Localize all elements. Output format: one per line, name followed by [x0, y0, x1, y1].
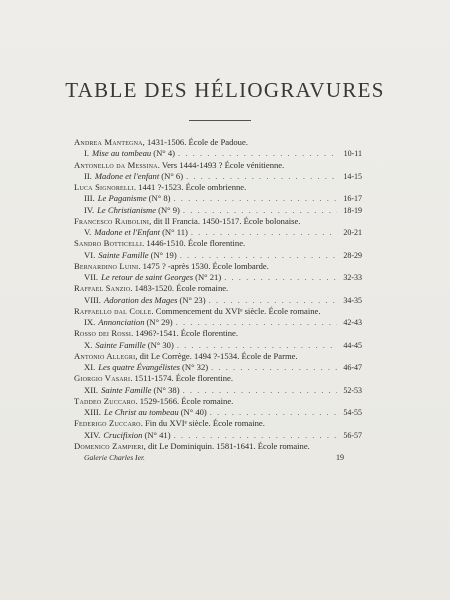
- artist-entry: [74, 238, 362, 249]
- plate-reference: (N° 6): [161, 170, 184, 181]
- plate-reference: (N° 41): [144, 429, 171, 440]
- plate-reference: (N° 11): [162, 227, 188, 237]
- artist-name: Bernardino Luini: [74, 260, 139, 271]
- plate-reference: (N° 32): [182, 362, 209, 372]
- plate-title: Adoration des Mages: [103, 294, 178, 305]
- artist-details: . Fin du XVIᵉ siècle. École romaine.: [140, 418, 265, 429]
- artist-details: . 1511-1574. École florentine.: [130, 373, 233, 384]
- page-range: 44-45: [343, 340, 362, 350]
- dot-leader: [177, 340, 337, 351]
- artist-entry: [74, 137, 362, 148]
- dot-leader: [178, 148, 337, 159]
- artist-entry: [74, 441, 362, 452]
- entry-list: [74, 137, 362, 452]
- plate-reference: (N° 40): [180, 407, 207, 417]
- plate-reference: (N° 9): [158, 204, 180, 215]
- plate-title: Sainte Famille: [101, 384, 152, 395]
- artist-name: Giorgio Vasari: [74, 373, 131, 384]
- plate-row: [74, 295, 362, 306]
- artist-name: Andrea Mantegna: [74, 137, 143, 147]
- page-range: 16-17: [343, 194, 362, 204]
- plate-row: [74, 430, 362, 441]
- plate-number: I.: [84, 148, 90, 159]
- artist-details: . 1483-1520. École romaine.: [130, 283, 229, 294]
- plate-reference: (N° 29): [146, 317, 173, 327]
- page-range: 42-43: [343, 318, 362, 327]
- artist-entry: [74, 306, 362, 317]
- page-footer: [74, 452, 362, 463]
- title-rule: [189, 120, 251, 121]
- plate-row: [74, 340, 362, 351]
- plate-reference: (N° 23): [179, 294, 206, 305]
- page-range: 52-53: [343, 385, 362, 395]
- plate-row: [74, 362, 362, 373]
- artist-name: Raffaello dal Colle: [74, 305, 152, 316]
- dot-leader: [186, 171, 337, 182]
- plate-row: [74, 385, 362, 396]
- dot-leader: [183, 205, 337, 216]
- artist-details: . 1529-1566. École romaine.: [135, 395, 234, 406]
- artist-details: . 1475 ? -après 1530. École lombarde.: [138, 260, 269, 271]
- plate-reference: (N° 21): [195, 272, 222, 282]
- page-range: 56-57: [343, 430, 362, 440]
- plate-row: [74, 407, 362, 418]
- plate-number: IX.: [84, 317, 96, 327]
- plate-row: [74, 317, 362, 328]
- dot-leader: [183, 385, 337, 396]
- artist-details: , 1431-1506. École de Padoue.: [142, 137, 248, 147]
- plate-title: Le Christianisme: [97, 204, 157, 215]
- artist-name: Rosso dei Rossi: [74, 328, 132, 339]
- plate-number: V.: [84, 227, 92, 237]
- plate-number: VI.: [84, 249, 96, 260]
- artist-name: Federigo Zuccaro: [74, 418, 141, 429]
- artist-details: . 1446-1510. École florentine.: [142, 238, 246, 249]
- artist-name: Taddeo Zuccaro: [74, 395, 136, 406]
- plate-title: Madone et l'Enfant: [94, 227, 161, 237]
- artist-entry: [74, 373, 362, 384]
- dot-leader: [224, 272, 337, 283]
- artist-details: . 1441 ?-1523. École ombrienne.: [133, 182, 247, 192]
- artist-details: . Vers 1444-1493 ? École vénitienne.: [157, 159, 285, 170]
- plate-number: XI.: [84, 362, 96, 372]
- artist-name: Antonio Allegri: [74, 350, 136, 361]
- artist-name: Luca Signorelli: [74, 182, 134, 192]
- plate-title: Le Paganisme: [97, 193, 147, 204]
- artist-name: Antonello da Messina: [74, 159, 158, 170]
- dot-leader: [173, 193, 337, 204]
- plate-row: [74, 193, 362, 204]
- table-of-plates: [74, 137, 362, 463]
- plate-number: VIII.: [84, 294, 101, 305]
- dot-leader: [211, 362, 337, 373]
- artist-details: . 1496?-1541. École florentine.: [131, 328, 239, 339]
- plate-row: [74, 250, 362, 261]
- dot-leader: [176, 317, 337, 328]
- dot-leader: [191, 227, 337, 238]
- artist-entry: [74, 328, 362, 339]
- plate-number: IV.: [84, 204, 95, 215]
- artist-details: . Commencement du XVIᵉ siècle. École romaine.: [151, 305, 321, 316]
- page-title: TABLE DES HÉLIOGRAVURES: [65, 78, 385, 102]
- dot-leader: [174, 430, 337, 441]
- plate-number: XIV.: [84, 429, 101, 440]
- plate-number: XIII.: [84, 407, 101, 417]
- page-number: 19: [336, 453, 344, 462]
- plate-title: Le Christ au tombeau: [103, 407, 179, 417]
- artist-entry: [74, 418, 362, 429]
- dot-leader: [210, 407, 337, 418]
- plate-row: [74, 227, 362, 238]
- page-range: 28-29: [343, 250, 362, 260]
- plate-title: Sainte Famille: [98, 249, 149, 260]
- plate-row: [74, 171, 362, 182]
- page-range: 46-47: [343, 363, 362, 372]
- plate-number: II.: [84, 170, 92, 181]
- dot-leader: [180, 250, 337, 261]
- plate-reference: (N° 30): [147, 339, 174, 350]
- plate-row: [74, 272, 362, 283]
- plate-reference: (N° 38): [153, 384, 180, 395]
- plate-reference: (N° 8): [148, 193, 171, 204]
- plate-reference: (N° 4): [153, 148, 176, 159]
- plate-row: [74, 205, 362, 216]
- plate-title: Annonciation: [98, 317, 145, 327]
- artist-entry: [74, 182, 362, 193]
- page-range: 14-15: [343, 171, 362, 181]
- plate-reference: (N° 19): [150, 249, 177, 260]
- signature-mark: Galerie Charles Ier.: [84, 453, 145, 462]
- plate-number: X.: [84, 339, 93, 350]
- plate-number: III.: [84, 193, 95, 204]
- plate-number: VII.: [84, 272, 99, 282]
- page-range: 32-33: [343, 273, 362, 282]
- artist-name: Francesco Raibolini: [74, 215, 150, 226]
- artist-name: Domenico Zampieri: [74, 440, 144, 451]
- plate-title: Madone et l'enfant: [94, 170, 160, 181]
- plate-title: Le retour de saint Georges: [101, 272, 194, 282]
- artist-name: Sandro Botticelli: [74, 238, 143, 249]
- artist-name: Raffael Sanzio: [74, 283, 131, 294]
- artist-details: , dit Le Dominiquin. 1581-1641. École romaine.: [143, 440, 310, 451]
- plate-title: Sainte Famille: [95, 339, 146, 350]
- artist-entry: [74, 261, 362, 272]
- plate-row: [74, 148, 362, 159]
- plate-number: XII.: [84, 384, 99, 395]
- page-range: 10-11: [343, 149, 362, 159]
- artist-entry: [74, 160, 362, 171]
- artist-entry: [74, 216, 362, 227]
- page-range: 34-35: [343, 295, 362, 305]
- page-range: 18-19: [343, 205, 362, 215]
- plate-title: Mise au tombeau: [92, 148, 152, 159]
- dot-leader: [209, 295, 337, 306]
- plate-title: Crucifixion: [103, 429, 143, 440]
- artist-entry: [74, 396, 362, 407]
- artist-entry: [74, 283, 362, 294]
- plate-title: Les quatre Évangélistes: [98, 362, 181, 372]
- page-range: 54-55: [343, 408, 362, 417]
- artist-entry: [74, 351, 362, 362]
- page-range: 20-21: [343, 228, 362, 237]
- artist-details: , dit Il Francia. 1450-1517. École bolonaise.: [149, 215, 301, 226]
- artist-details: , dit Le Corrège. 1494 ?-1534. École de Parme.: [135, 350, 298, 361]
